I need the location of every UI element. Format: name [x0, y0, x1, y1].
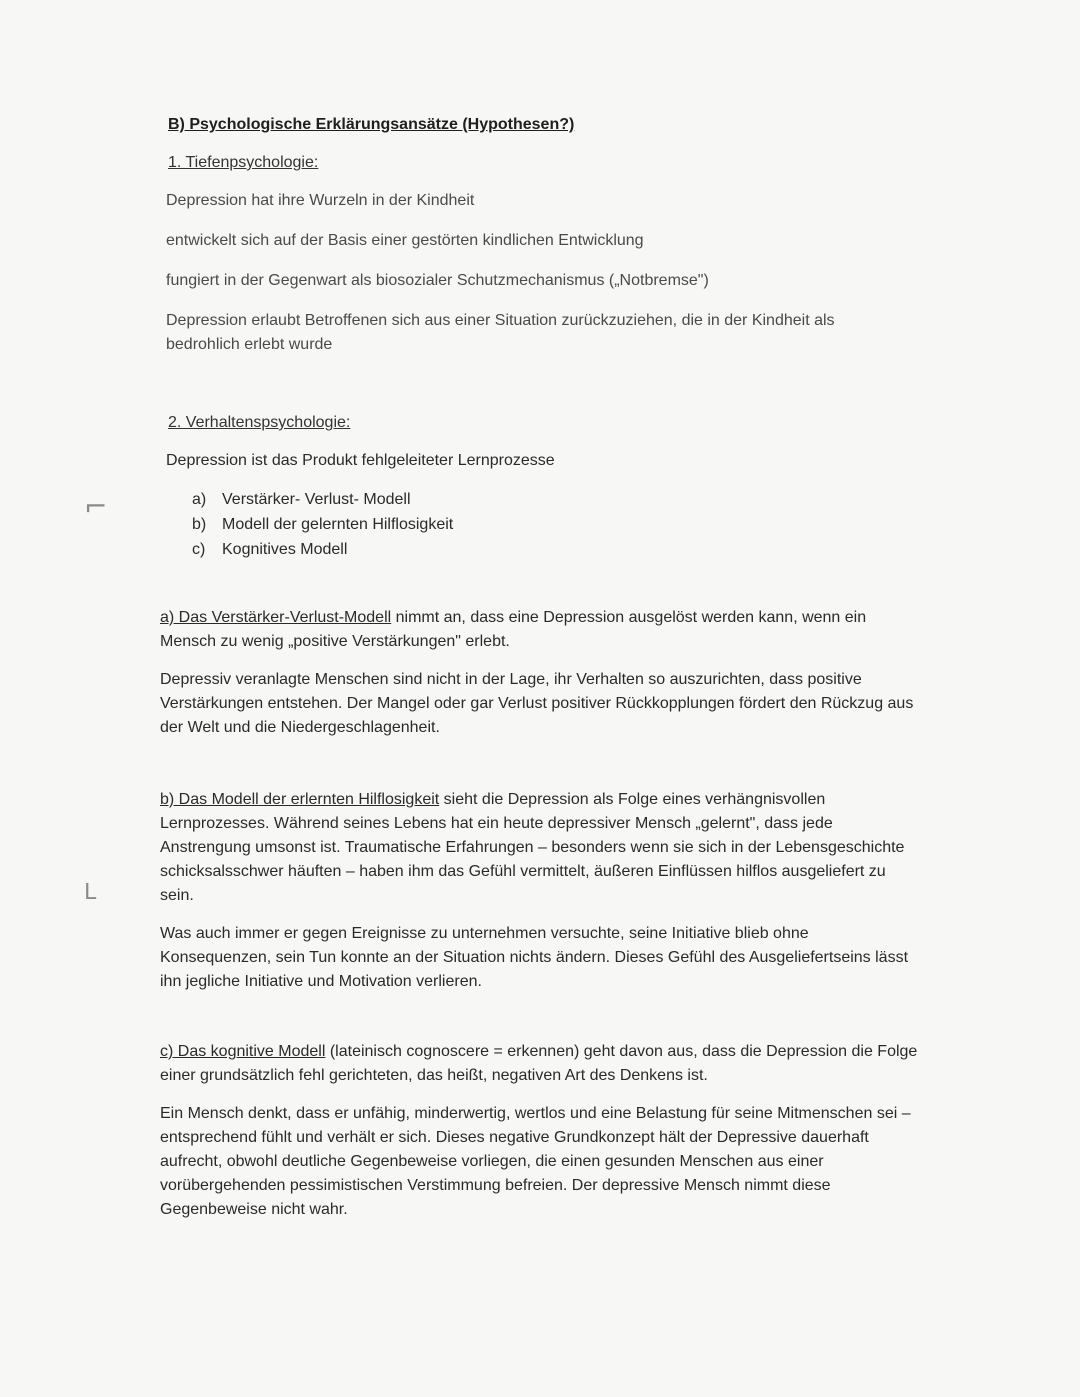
section-title-tiefenpsychologie: 1. Tiefenpsychologie:	[168, 154, 319, 171]
tiefen-line-2: entwickelt sich auf der Basis einer gestörten kindlichen Entwicklung	[166, 232, 644, 249]
list-text: Kognitives Modell	[222, 541, 348, 558]
model-b-text: sieht die Depression als Folge eines verhängnisvollen Lernprozesses. Während seines Lebens hat ein heute depressiver Mensch „gelernt", dass jede Anstrengung umsonst ist. Traumatische Erfahrungen – besonders wenn sie sich in der Lebensgeschichte schicksalsschwer häuften – haben ihm das Gefühl vermittelt, äußeren Einflüssen hilflos ausgeliefert zu sein.	[160, 791, 905, 904]
list-marker: a)	[192, 491, 207, 508]
model-a-paragraph-1	[160, 606, 920, 654]
model-a-paragraph-2: Depressiv veranlagte Menschen sind nicht in der Lage, ihr Verhalten so auszurichten, dass positive Verstärkungen entstehen. Der Mangel oder gar Verlust positiver Rückkopplungen fördert den Rückzug aus der Welt und die Niedergeschlagenheit.	[160, 671, 914, 736]
model-list	[192, 487, 920, 562]
model-c-text: (lateinisch cognoscere = erkennen) geht davon aus, dass die Depression die Folge einer grundsätzlich fehl gerichteten, das heißt, negativen Art des Denkens ist.	[160, 1043, 918, 1084]
list-item	[192, 537, 920, 562]
list-text: Modell der gelernten Hilflosigkeit	[222, 516, 454, 533]
verhalten-intro: Depression ist das Produkt fehlgeleiteter Lernprozesse	[166, 452, 555, 469]
model-c-paragraph-2: Ein Mensch denkt, dass er unfähig, minderwertig, wertlos und eine Belastung für seine Mitmenschen sei – entsprechend fühlt und verhält er sich. Dieses negative Grundkonzept hält der Depressive dauerhaft aufrecht, obwohl deutliche Gegenbeweise vorliegen, die einen gesunden Menschen aus einer vorübergehenden pessimistischen Verstimmung befreien. Der depressive Mensch nimmt diese Gegenbeweise nicht wahr.	[160, 1105, 911, 1218]
model-b-label: b) Das Modell der erlernten Hilflosigkeit	[160, 791, 440, 808]
model-c-paragraph-1	[160, 1040, 920, 1088]
list-marker: c)	[192, 541, 206, 558]
model-c-label: c) Das kognitive Modell	[160, 1043, 326, 1060]
tiefen-line-4: Depression erlaubt Betroffenen sich aus einer Situation zurückzuziehen, die in der Kindheit als bedrohlich erlebt wurde	[166, 312, 835, 353]
tiefen-line-1: Depression hat ihre Wurzeln in der Kindheit	[166, 192, 475, 209]
list-text: Verstärker- Verlust- Modell	[222, 491, 411, 508]
page-heading: B) Psychologische Erklärungsansätze (Hypothesen?)	[168, 116, 575, 133]
section-title-verhaltenspsychologie: 2. Verhaltenspsychologie:	[168, 414, 351, 431]
model-b-paragraph-2: Was auch immer er gegen Ereignisse zu unternehmen versuchte, seine Initiative blieb ohne Konsequenzen, sein Tun konnte an der Situation nichts ändern. Dieses Gefühl des Ausgeliefertseins lässt ihn jegliche Initiative und Motivation verlieren.	[160, 925, 909, 990]
document-content	[160, 113, 920, 1236]
list-marker: b)	[192, 516, 207, 533]
list-item	[192, 512, 920, 537]
tiefen-line-3: fungiert in der Gegenwart als biosozialer Schutzmechanismus („Notbremse")	[166, 272, 709, 289]
list-item	[192, 487, 920, 512]
pen-mark-top: ⌐	[84, 490, 108, 523]
pen-mark-bottom: ᒪ	[84, 880, 97, 905]
model-b-paragraph-1	[160, 788, 920, 908]
model-a-text: nimmt an, dass eine Depression ausgelöst werden kann, wenn ein Mensch zu wenig „positive Verstärkungen" erlebt.	[160, 609, 867, 650]
model-a-label: a) Das Verstärker-Verlust-Modell	[160, 609, 392, 626]
